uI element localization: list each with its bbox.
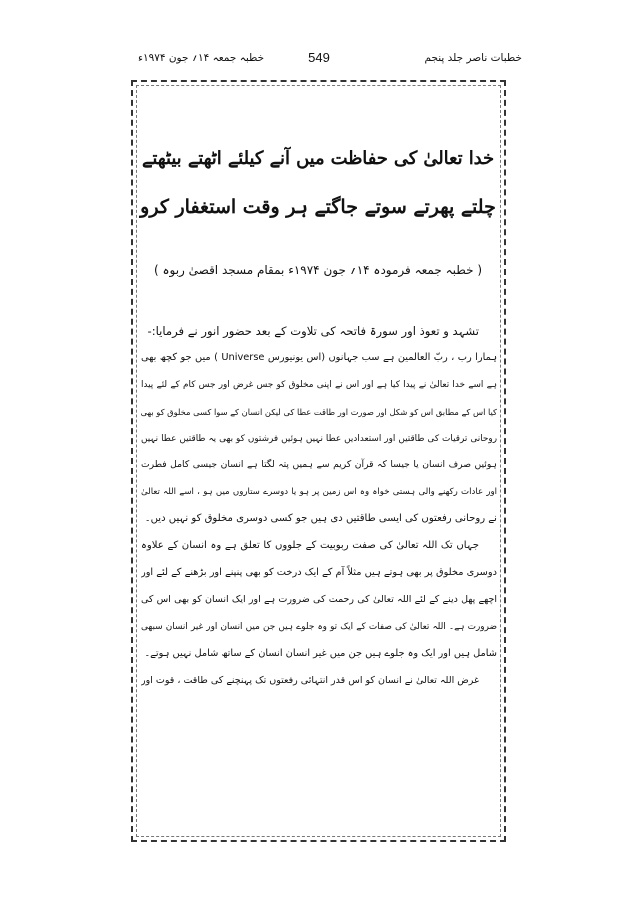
body-line: روحانی ترقیات کی طاقتیں اور استعدادیں عطا نہیں ہوئیں فرشتوں کو بھی یہ طاقتیں عطا نہیں [141, 433, 497, 444]
body-line: نے روحانی رفعتوں کی ایسی طاقتیں دی ہیں جو کسی دوسری مخلوق کو نہیں دیں۔ [144, 513, 497, 525]
body-line: شامل ہیں اور ایک وہ جلوے ہیں جن میں غیر انسان انسان کے ساتھ شامل نہیں ہوتے۔ [144, 647, 497, 659]
body-line: تشہد و تعوذ اور سورۃ فاتحہ کی تلاوت کے بعد حضور انور نے فرمایا:- [147, 324, 479, 338]
sermon-subtitle: ( خطبہ جمعہ فرمودہ ۱۴؍ جون ۱۹۷۴ء بمقام مسجد اقصیٰ ربوہ ) [153, 263, 482, 277]
body-line: اور عادات رکھنے والی ہستی خواہ وہ اس زمین پر ہو یا دوسرے ستاروں میں ہو ، اسے اللہ تعالیٰ [141, 487, 497, 498]
sermon-title-line-2: چلتے پھرتے سوتے جاگتے ہر وقت استغفار کرو [140, 196, 496, 218]
body-line: ضرورت ہے۔ اللہ تعالیٰ کی صفات کے ایک تو وہ جلوے ہیں جن میں انسان اور غیر انسان سبھی [141, 621, 497, 632]
header-book-title: خطبات ناصر جلد پنجم [424, 52, 522, 64]
body-line: اچھے پھل دینے کے لئے اللہ تعالیٰ کی رحمت کی ضرورت ہے اور ایک انسان کو بھی اس کی [141, 593, 497, 605]
body-line: ہمارا رب ، ربّ العالمین ہے سب جہانوں (اس یونیورس Universe ) میں جو کچھ بھی [141, 351, 497, 363]
body-line: ہے اسے خدا تعالیٰ نے پیدا کیا ہے اور اس نے اپنی مخلوق کو جس غرض اور جس کام کے لئے پیدا [141, 379, 497, 390]
sermon-body [141, 318, 497, 694]
header-khutba-date: خطبہ جمعہ ۱۴؍ جون ۱۹۷۴ء [138, 52, 265, 64]
body-line: کیا اس کے مطابق اس کو شکل اور صورت اور طاقت عطا کی لیکن انسان کے سوا کسی مخلوق کو بھی [141, 406, 497, 417]
body-line: غرض اللہ تعالیٰ نے انسان کو اس قدر انتہائی رفعتوں تک پہنچنے کی طاقت ، قوت اور [141, 674, 479, 686]
page-header [0, 52, 638, 72]
body-line: دوسری مخلوق پر بھی ہوتے ہیں مثلاً آم کے ایک درخت کو بھی پنپنے اور بڑھنے کے لئے اور [141, 567, 497, 579]
body-line: جہاں تک اللہ تعالیٰ کی صفت ربوبیت کے جلووں کا تعلق ہے وہ انسان کے علاوہ [141, 540, 479, 552]
body-line: ہوئیں صرف انسان یا جیسا کہ قرآن کریم سے ہمیں پتہ لگتا ہے انسان جیسی کامل فطرت [141, 459, 497, 471]
sermon-title-line-1: خدا تعالیٰ کی حفاظت میں آنے کیلئے اٹھتے بیٹھتے [141, 148, 495, 169]
page-number: 549 [308, 50, 330, 65]
